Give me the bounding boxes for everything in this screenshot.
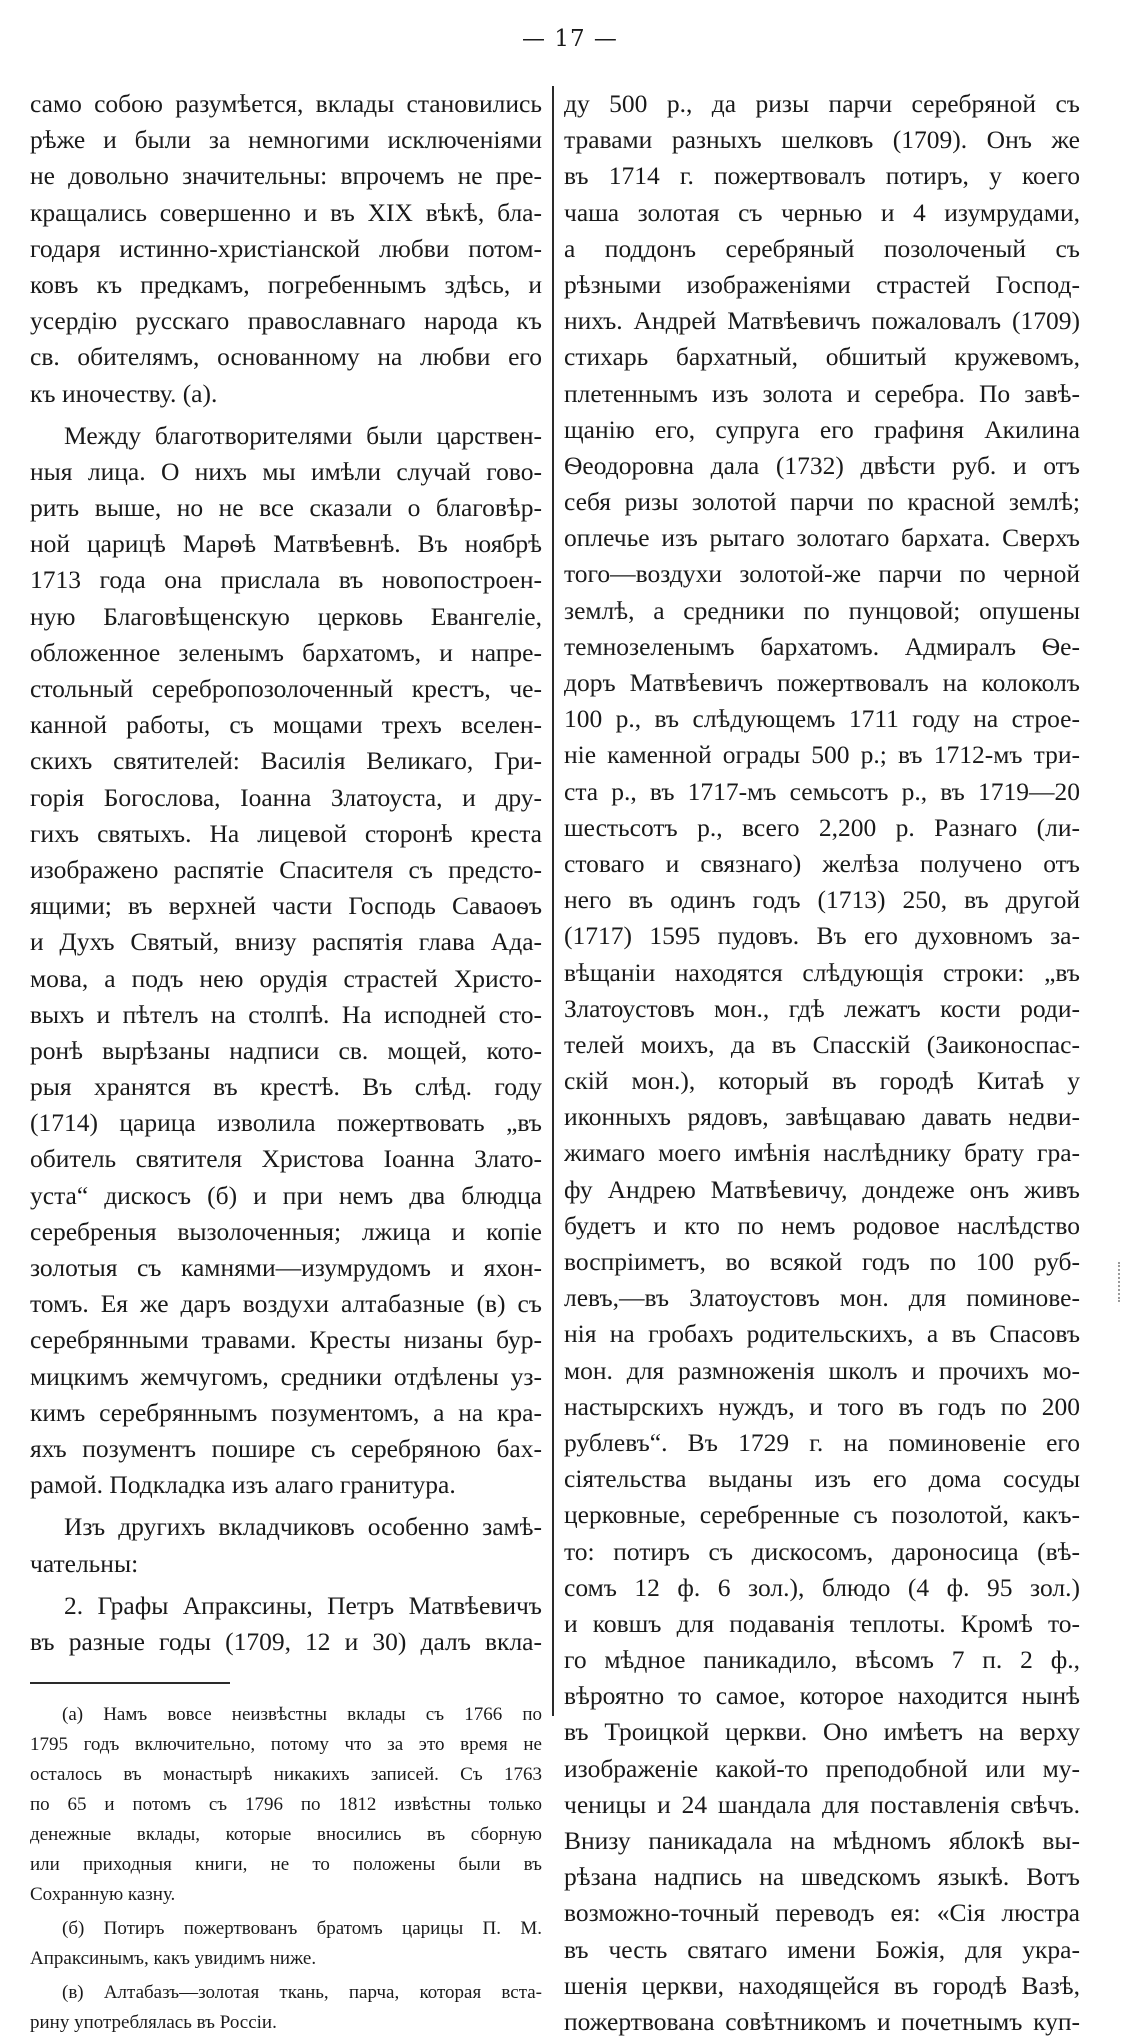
text-line: жимаго моего имѣнія наслѣднику брату гра- — [564, 1138, 1080, 1168]
text-line: нихъ. Андрей Матвѣевичъ пожаловалъ (1709) — [564, 306, 1080, 336]
text-line: кращались совершенно и въ XIX вѣкѣ, бла- — [30, 197, 542, 227]
text-line: Внизу паникадала на мѣдномъ яблокѣ вы- — [564, 1826, 1080, 1855]
text-line: щанію его, супруга его графиня Акилина — [564, 414, 1080, 444]
text-line: не довольно значительны: впрочемъ не пре- — [30, 161, 542, 191]
text-line: стольный серебропозолоченный крестъ, че- — [30, 674, 542, 703]
text-line: Златоустовъ мон., гдѣ лежатъ кости роди- — [564, 993, 1080, 1023]
text-line: телей моихъ, да въ Спасскій (Заиконоспас- — [564, 1029, 1080, 1059]
footnote-line: денежные вклады, которые вносились въ сборную — [30, 1824, 542, 1846]
text-line: чательны: — [30, 1548, 139, 1578]
column-divider — [552, 86, 554, 1716]
text-line: вѣроятно то самое, которое находится нынѣ — [564, 1681, 1080, 1711]
text-line: горія Богослова, Іоанна Златоуста, и дру- — [30, 782, 542, 812]
text-line: 100 р., въ слѣдующемъ 1711 году на строе- — [564, 704, 1080, 734]
text-line: ныя лица. О нихъ мы имѣли случай гово- — [30, 456, 542, 486]
text-line: само собою разумѣется, вклады становились — [30, 89, 542, 118]
text-line: и ковшъ для подаванія теплоты. Кромѣ то- — [564, 1608, 1080, 1638]
footnote-divider — [30, 1682, 230, 1684]
text-line: рыя хранятся въ крестѣ. Въ слѣд. году — [30, 1072, 542, 1102]
text-line: сомъ 12 ф. 6 зол.), блюдо (4 ф. 95 зол.) — [564, 1572, 1080, 1602]
text-line: скихъ святителей: Василія Великаго, Гри- — [30, 746, 542, 776]
text-line: обложенное зеленымъ бархатомъ, и напре- — [30, 637, 542, 667]
text-line: чаша золотая съ чернью и 4 изумрудами, — [564, 197, 1080, 227]
footnote-line: (а) Намъ вовсе неизвѣстны вклады съ 1766 по — [62, 1704, 542, 1726]
text-line: золотыя съ камнями—изумрудомъ и яхон- — [30, 1253, 542, 1282]
text-line: рамой. Подкладка изъ алагo гранитура. — [30, 1470, 456, 1500]
footnote-line: или приходныя книги, не то положены были въ — [30, 1854, 542, 1876]
text-line: него въ одинъ годъ (1713) 250, въ другой — [564, 885, 1080, 915]
footnote-line: 1795 годъ включительно, потому что за это время не — [30, 1734, 542, 1756]
text-line: изображено распятіе Спасителя съ предсто- — [30, 854, 542, 884]
text-line: ронѣ вырѣзаны надписи св. мощей, кото- — [30, 1035, 542, 1065]
text-line: (1717) 1595 пудовъ. Въ его духовномъ за- — [564, 921, 1080, 951]
text-line: сіятельства выданы изъ его дома сосуды — [564, 1464, 1080, 1494]
footnote-line: (б) Потиръ пожертвованъ братомъ царицы П. М. — [62, 1918, 542, 1940]
text-line: выхъ и пѣтелъ на столпѣ. На исподней сто- — [30, 999, 542, 1029]
text-line: 1713 года она прислала въ новопостроен- — [30, 565, 542, 595]
text-line: въ честь святаго имени Божія, для укра- — [564, 1934, 1080, 1964]
text-line: усердію русскаго православнаго народа къ — [30, 306, 542, 336]
footnotes — [30, 1700, 542, 2038]
text-line: темнозеленымъ бархатомъ. Адмиралъ Ѳе- — [564, 631, 1080, 661]
text-line: рѣзана надпись на шведскомъ языкѣ. Вотъ — [564, 1862, 1080, 1892]
text-line: того—воздухи золотой-же парчи по черной — [564, 559, 1080, 589]
text-line: ковъ къ предкамъ, погребеннымъ здѣсь, и — [30, 269, 542, 299]
text-line: ченицы и 24 шандала для поставленія свѣчъ. — [564, 1789, 1080, 1819]
text-line: травами разныхъ шелковъ (1709). Онъ же — [564, 125, 1080, 155]
text-line: стоваго и связнаго) желѣза получено отъ — [564, 848, 1080, 878]
text-line: церковные, серебренные съ позолотой, какъ- — [564, 1500, 1080, 1530]
text-line: яхъ позументъ пошире съ серебряною бах- — [30, 1433, 542, 1463]
text-line: мова, а подъ нею орудія страстей Христо- — [30, 963, 542, 993]
footnote-line: Апраксинымъ, какъ увидимъ ниже. — [30, 1948, 317, 1970]
text-line: рить выше, но не все сказали о благовѣр- — [30, 493, 542, 523]
text-line: къ иночеству. (а). — [30, 378, 218, 408]
text-line: возможно-точный переводъ ея: «Сія люстра — [564, 1898, 1080, 1928]
text-line: ящими; въ верхней части Господь Саваоѳъ — [30, 891, 542, 921]
text-line: гихъ святыхъ. На лицевой сторонѣ креста — [30, 818, 542, 848]
page-number: — 17 — — [522, 26, 618, 52]
text-line: Между благотворителями были царствен- — [64, 420, 542, 450]
text-line: въ 1714 г. пожертвовалъ потиръ, у коего — [564, 161, 1080, 191]
text-line: обитель святителя Христова Іоанна Злато- — [30, 1144, 542, 1174]
text-line: го мѣдное паникадило, вѣсомъ 7 п. 2 ф., — [564, 1645, 1080, 1675]
text-line: пожертвована совѣтникомъ и почетнымъ куп- — [564, 2006, 1080, 2036]
left-column — [30, 86, 542, 2038]
text-line: настырскихъ нуждъ, и того въ годъ по 200 — [564, 1391, 1080, 1421]
text-line: Ѳеодоровна дала (1732) двѣсти руб. и отъ — [564, 450, 1080, 480]
text-line: канной работы, съ мощами трехъ вселен- — [30, 710, 542, 740]
text-line: а поддонъ серебряный позолоченый съ — [564, 233, 1080, 263]
text-line: Изъ другихъ вкладчиковъ особенно замѣ- — [64, 1512, 542, 1542]
text-line: вѣщаніи находятся слѣдующія строки: „въ — [564, 957, 1080, 987]
text-line: кимъ серебряннымъ позументомъ, а на кра- — [30, 1397, 542, 1427]
text-line: шестьсотъ р., всего 2,200 р. Разнаго (ли- — [564, 812, 1080, 842]
text-line: нія на гробахъ родительскихъ, а въ Спасовъ — [564, 1319, 1080, 1349]
text-line: св. обителямъ, основанному на любви его — [30, 342, 542, 372]
text-line: (1714) царица изволила пожертвовать „въ — [30, 1108, 542, 1138]
text-line: оплечье изъ рытаго золотаго бархата. Сверхъ — [564, 523, 1080, 553]
text-line: ную Благовѣщенскую церковь Евангеліе, — [30, 601, 542, 631]
text-line: фу Андрею Матвѣевичу, дондеже онъ живъ — [564, 1174, 1080, 1204]
text-line: то: потиръ съ дискосомъ, дароносица (вѣ- — [564, 1536, 1080, 1566]
text-line: серебреныя вызолоченныя; лжица и копіе — [30, 1216, 542, 1246]
text-line: и Духъ Святый, внизу распятія глава Ада- — [30, 927, 542, 957]
text-line: ной царицѣ Марѳѣ Матвѣевнѣ. Въ ноябрѣ — [30, 529, 542, 559]
text-line: рѣзными изображеніями страстей Господ- — [564, 269, 1080, 299]
text-line: воспріиметъ, во всякой годъ по 100 руб- — [564, 1247, 1080, 1276]
footnote-line: по 65 и потомъ съ 1796 по 1812 извѣстны только — [30, 1794, 542, 1816]
footnote-line: рину употреблялась въ Россіи. — [30, 2012, 277, 2034]
text-line: землѣ, а средники по пунцовой; опушены — [564, 595, 1080, 625]
text-line: плетеннымъ изъ золота и серебра. По завѣ- — [564, 378, 1080, 408]
text-line: доръ Матвѣевичъ пожертвовалъ на колоколъ — [564, 668, 1080, 697]
text-line: иконныхъ рядовъ, завѣщаваю давать недви- — [564, 1102, 1080, 1132]
text-line: серебрянными травами. Кресты низаны бур- — [30, 1325, 542, 1355]
text-line: скій мон.), который въ городѣ Китаѣ у — [564, 1066, 1080, 1096]
text-line: уста“ дискосъ (б) и при немъ два блюдца — [30, 1180, 542, 1210]
text-line: шенія церкви, находящейся въ городѣ Вазѣ, — [564, 1970, 1080, 2000]
text-line: ду 500 р., да ризы парчи серебряной съ — [564, 89, 1080, 118]
text-line: изображеніе какой-то преподобной или му- — [564, 1753, 1080, 1783]
text-line: стихарь бархатный, обшитый кружевомъ, — [564, 342, 1080, 372]
margin-smudge — [1118, 1262, 1132, 1302]
text-line: 2. Графы Апраксины, Петръ Матвѣевичъ — [64, 1590, 542, 1620]
footnote-line: (в) Алтабазъ—золотая ткань, парча, которая вста- — [62, 1982, 542, 2004]
text-line: въ Троицкой церкви. Оно имѣетъ на верху — [564, 1717, 1080, 1747]
text-line: будетъ и кто по немъ родовое наслѣдство — [564, 1210, 1080, 1240]
text-line: рублевъ“. Въ 1729 г. на поминовеніе его — [564, 1427, 1080, 1457]
text-line: левъ,—въ Златоустовъ мон. для поминове- — [564, 1283, 1080, 1313]
text-line: ніе каменной ограды 500 р.; въ 1712-мъ три- — [564, 740, 1080, 770]
text-line: томъ. Ея же даръ воздухи алтабазные (в) съ — [30, 1289, 542, 1319]
text-line: въ разные годы (1709, 12 и 30) далъ вкла- — [30, 1626, 542, 1656]
text-line: мицкимъ жемчугомъ, средники отдѣлены уз- — [30, 1361, 542, 1391]
text-line: мон. для размноженія школъ и прочихъ мо- — [564, 1355, 1080, 1385]
text-line: себя ризы золотой парчи по красной землѣ; — [564, 487, 1080, 517]
footnote-line: Сохранную казну. — [30, 1884, 176, 1906]
text-line: годаря истинно-христіанской любви потом- — [30, 233, 542, 263]
right-column — [564, 86, 1080, 2040]
text-line: рѣже и были за немногими исключеніями — [30, 125, 542, 155]
footnote-line: осталось въ монастырѣ никакихъ записей. Съ 1763 — [30, 1764, 542, 1786]
text-line: ста р., въ 1717-мъ семьсотъ р., въ 1719—20 — [564, 776, 1080, 806]
